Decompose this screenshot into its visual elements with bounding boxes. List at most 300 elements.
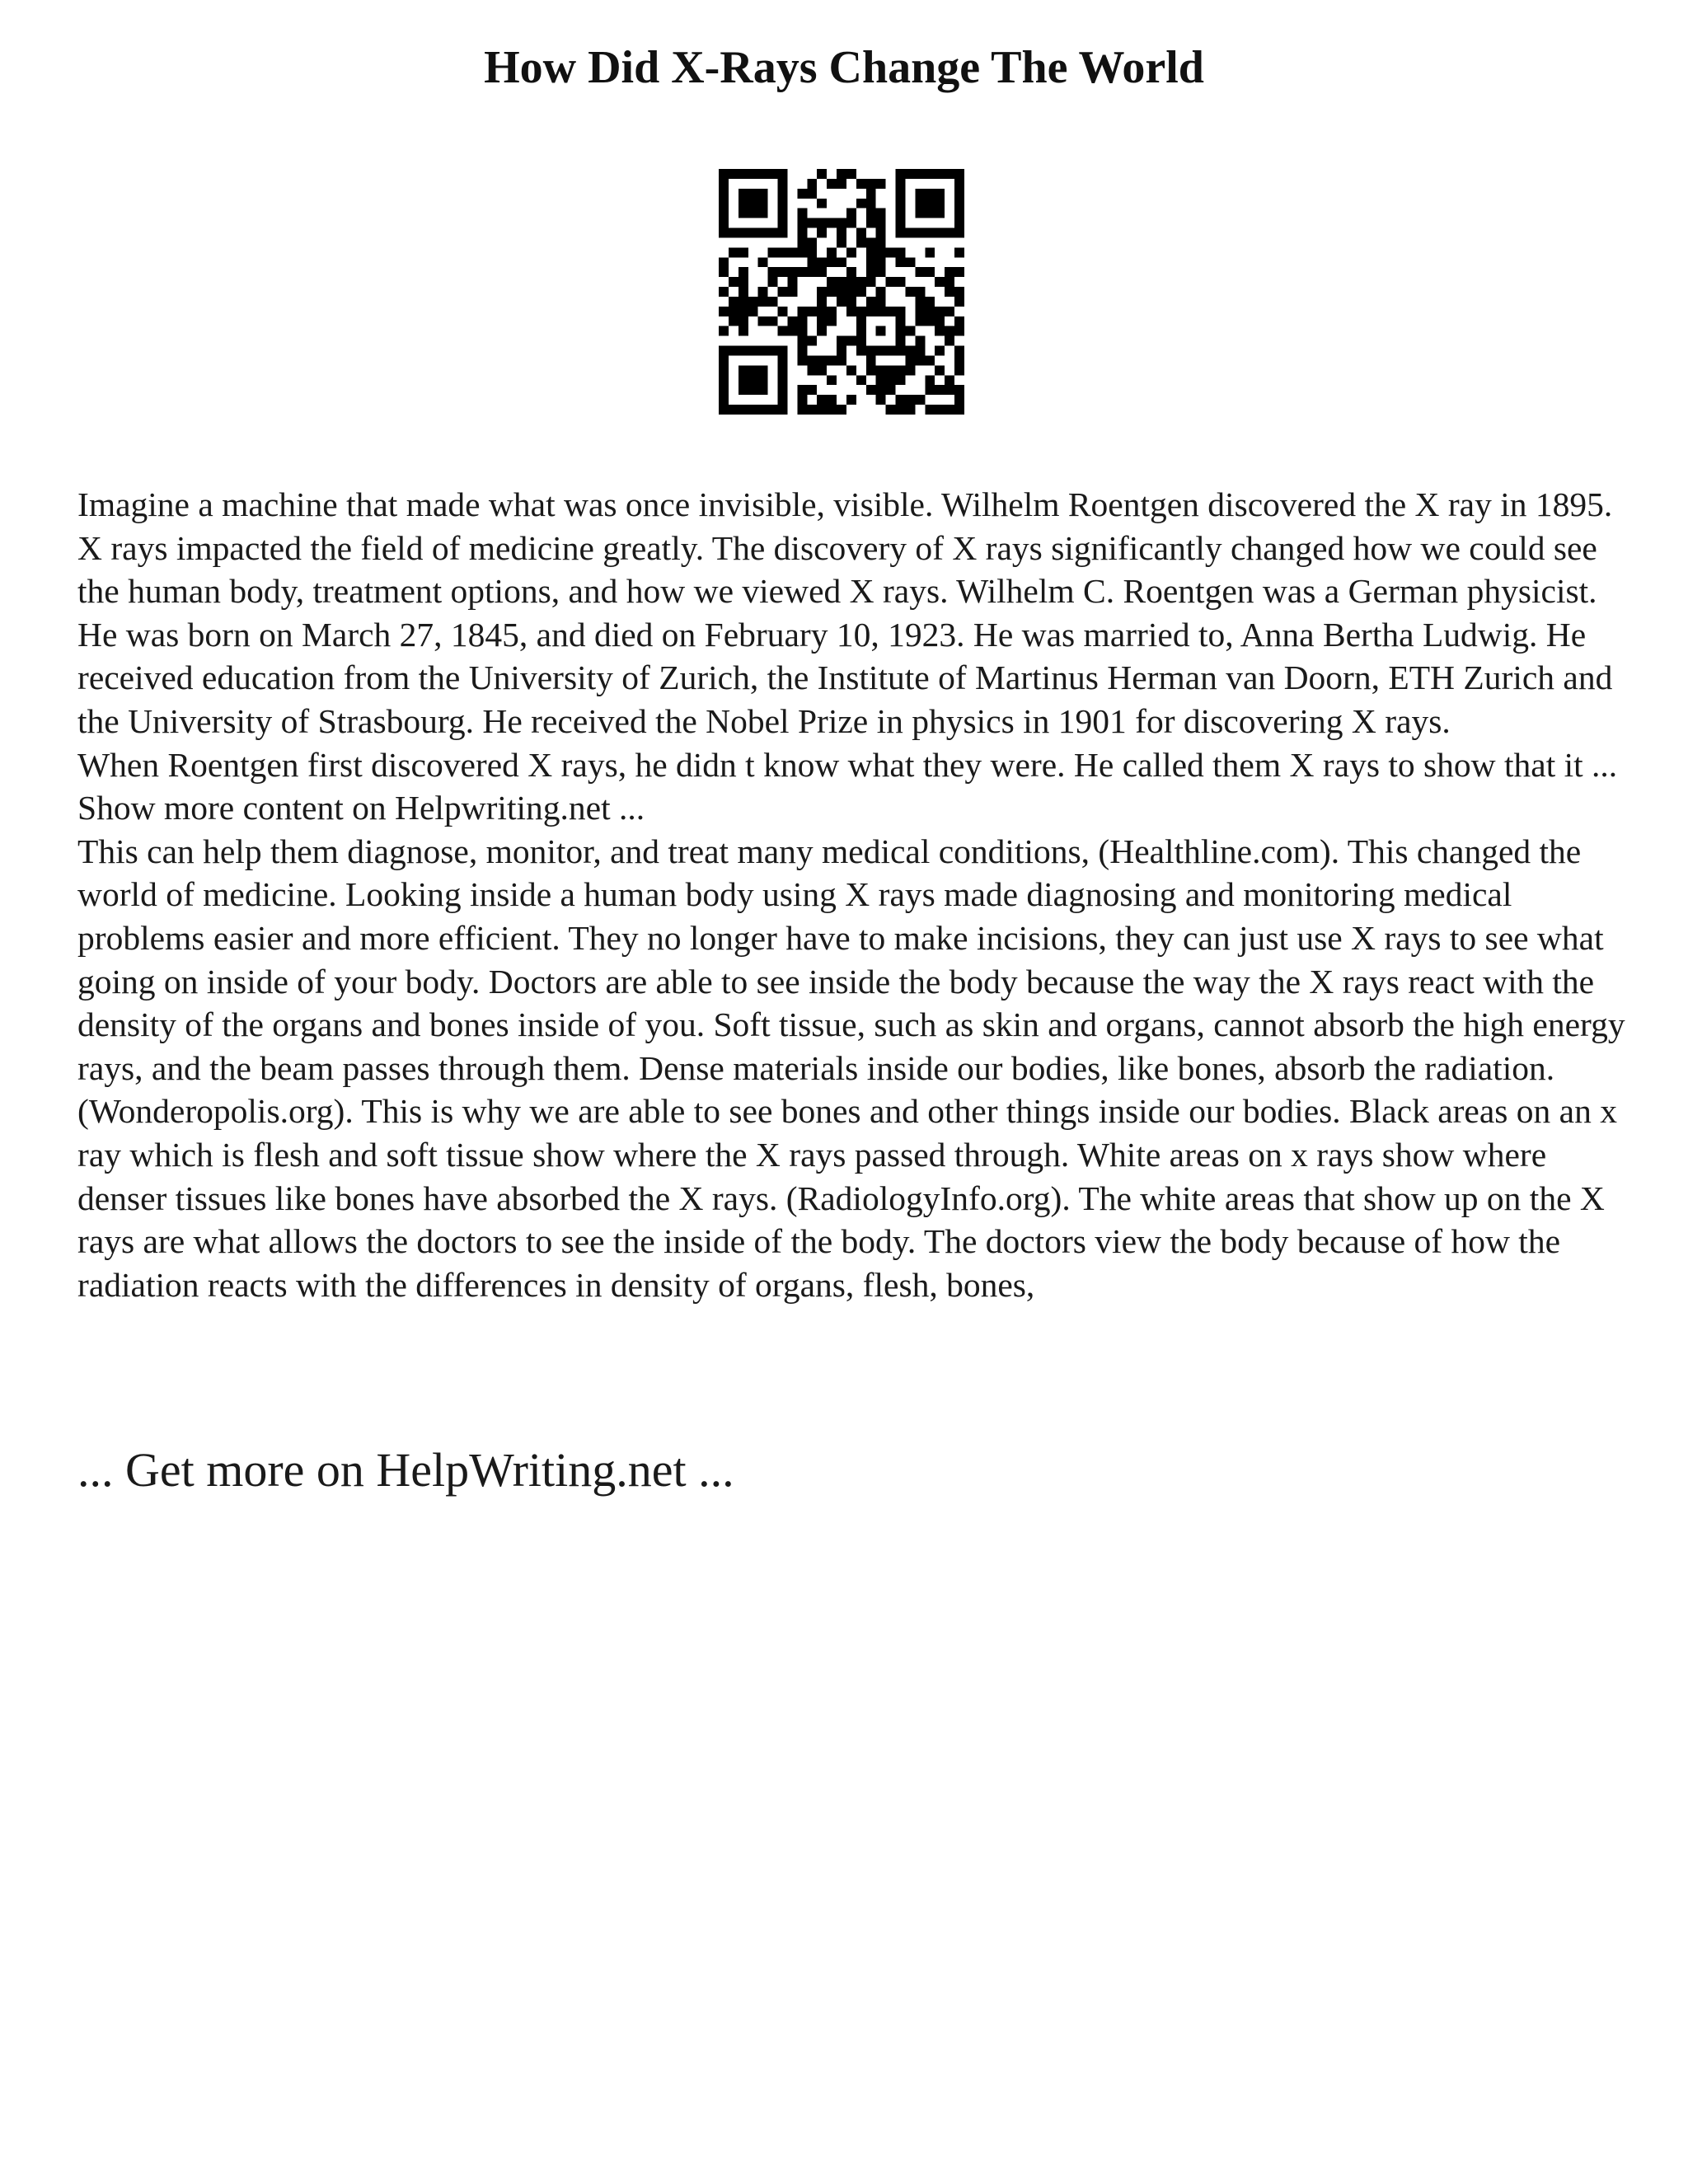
qr-module (935, 365, 945, 375)
qr-module (719, 267, 729, 277)
qr-module (738, 247, 748, 257)
qr-module (817, 316, 827, 326)
qr-module (896, 375, 906, 385)
qr-module (778, 228, 788, 238)
qr-module (905, 405, 915, 415)
qr-module (827, 316, 837, 326)
qr-module (738, 169, 748, 179)
qr-module (748, 169, 758, 179)
qr-module (954, 326, 964, 336)
qr-module (729, 247, 738, 257)
qr-module (837, 297, 846, 307)
paragraph-medicine: This can help them diagnose, monitor, and treat many medical conditions, (Healthline.com). This changed the world of medicine. Looking inside a human body using X rays made diagnosing and monitoring medical problems easier and more efficient. They no longer have to make incisions, they can just use X rays to see what going on inside of your body. Doctors are able to see inside the body because the way the X rays react with the density of the organs and bones inside of you. Soft tissue, such as skin and organs, cannot absorb the high energy rays, and the beam passes through them. Dense materials inside our bodies, like bones, absorb the radiation. (Wonderopolis.org). This is why we are able to see bones and other things inside our bodies. Black areas on an x ray which is flesh and soft tissue show where the X rays passed through. White areas on x rays show where denser tissues like bones have absorbed the X rays. (RadiologyInfo.org). The white areas that show up on the X rays are what allows the doctors to see the inside of the body. The doctors view the body because of how the radiation reacts with the differences in density of organs, flesh, bones, (77, 832, 1625, 1304)
qr-module (817, 405, 827, 415)
qr-module (876, 179, 886, 189)
qr-module (954, 316, 964, 326)
qr-module (719, 218, 729, 228)
qr-module (954, 346, 964, 356)
qr-module (925, 267, 935, 277)
qr-module (719, 189, 729, 199)
qr-module (807, 189, 817, 199)
qr-module (866, 346, 876, 356)
qr-module (954, 287, 964, 297)
qr-module (866, 297, 876, 307)
qr-module (817, 395, 827, 405)
qr-module (758, 228, 768, 238)
qr-module (896, 307, 906, 316)
qr-module (945, 228, 954, 238)
qr-module (837, 169, 846, 179)
qr-module (935, 385, 945, 395)
qr-module (886, 405, 896, 415)
qr-module (945, 287, 954, 297)
qr-module (797, 326, 807, 336)
qr-module (787, 316, 797, 326)
qr-module (954, 179, 964, 189)
qr-module (876, 209, 886, 218)
qr-module (896, 189, 906, 199)
qr-module (738, 365, 748, 375)
qr-module (797, 346, 807, 356)
qr-module (896, 209, 906, 218)
qr-module (896, 277, 906, 287)
qr-module (719, 209, 729, 218)
qr-module (758, 346, 768, 356)
qr-module (866, 385, 876, 395)
qr-module (719, 287, 729, 297)
qr-module (719, 307, 729, 316)
qr-module (886, 385, 896, 395)
qr-module (876, 326, 886, 336)
qr-module (807, 267, 817, 277)
qr-module (945, 385, 954, 395)
qr-module (925, 247, 935, 257)
qr-module (778, 287, 788, 297)
qr-module (827, 247, 837, 257)
qr-module (945, 307, 954, 316)
qr-module (896, 199, 906, 209)
qr-module (778, 355, 788, 365)
qr-module (925, 316, 935, 326)
qr-module (748, 228, 758, 238)
qr-module (945, 405, 954, 415)
qr-module (856, 307, 866, 316)
qr-module (954, 209, 964, 218)
qr-module (846, 169, 856, 179)
qr-module (925, 297, 935, 307)
qr-module (719, 257, 729, 267)
qr-module (954, 199, 964, 209)
qr-module (876, 307, 886, 316)
article-body (77, 483, 1643, 1306)
qr-module (846, 287, 856, 297)
qr-module (768, 346, 778, 356)
qr-module (827, 405, 837, 415)
qr-module (729, 405, 738, 415)
qr-module (954, 169, 964, 179)
qr-module (856, 287, 866, 297)
qr-module (738, 375, 748, 385)
qr-module (778, 375, 788, 385)
qr-module (886, 346, 896, 356)
qr-module (886, 365, 896, 375)
qr-module (896, 336, 906, 346)
qr-module (896, 228, 906, 238)
qr-module (738, 267, 748, 277)
qr-module (846, 267, 856, 277)
qr-module (748, 365, 758, 375)
qr-module (817, 218, 827, 228)
qr-module (778, 346, 788, 356)
qr-module (778, 267, 788, 277)
qr-module (787, 277, 797, 287)
qr-module (817, 297, 827, 307)
qr-module (935, 169, 945, 179)
qr-module (905, 346, 915, 356)
qr-module (768, 169, 778, 179)
qr-module (738, 307, 748, 316)
qr-module (856, 199, 866, 209)
qr-module (856, 336, 866, 346)
qr-module (866, 257, 876, 267)
qr-module (797, 209, 807, 218)
qr-module (817, 307, 827, 316)
qr-module (945, 375, 954, 385)
qr-module (748, 375, 758, 385)
qr-module (778, 189, 788, 199)
qr-module (954, 247, 964, 257)
qr-module (817, 169, 827, 179)
qr-module (837, 336, 846, 346)
page-title: How Did X-Rays Change The World (484, 42, 1204, 93)
qr-module (817, 257, 827, 267)
qr-module (925, 385, 935, 395)
qr-module (797, 316, 807, 326)
qr-module (896, 395, 906, 405)
qr-module (876, 365, 886, 375)
qr-module (896, 316, 906, 326)
qr-module (837, 218, 846, 228)
qr-module (915, 316, 925, 326)
qr-module (886, 247, 896, 257)
qr-module (856, 277, 866, 287)
qr-module (856, 237, 866, 247)
qr-module (837, 355, 846, 365)
qr-module (905, 287, 915, 297)
qr-module (837, 287, 846, 297)
qr-module (778, 395, 788, 405)
qr-module (945, 169, 954, 179)
qr-module (768, 277, 778, 287)
qr-module (768, 228, 778, 238)
qr-module (827, 218, 837, 228)
qr-module (807, 385, 817, 395)
qr-module (797, 405, 807, 415)
qr-module (846, 277, 856, 287)
qr-module (729, 169, 738, 179)
qr-module (856, 179, 866, 189)
qr-module (827, 355, 837, 365)
qr-module (915, 287, 925, 297)
qr-module (954, 355, 964, 365)
qr-module (778, 307, 788, 316)
qr-module (797, 247, 807, 257)
qr-module (778, 365, 788, 375)
qr-module (738, 277, 748, 287)
qr-module (768, 247, 778, 257)
qr-module (837, 277, 846, 287)
qr-module (915, 307, 925, 316)
qr-module (758, 169, 768, 179)
qr-module (846, 218, 856, 228)
qr-module (925, 307, 935, 316)
qr-module (935, 277, 945, 287)
qr-module (876, 385, 886, 395)
qr-module (837, 237, 846, 247)
qr-module (817, 199, 827, 209)
qr-module (896, 179, 906, 189)
qr-module (935, 209, 945, 218)
qr-module (886, 307, 896, 316)
qr-module (758, 209, 768, 218)
qr-module (719, 199, 729, 209)
qr-module (797, 395, 807, 405)
qr-module (778, 209, 788, 218)
qr-module (758, 385, 768, 395)
qr-module (807, 355, 817, 365)
qr-module (787, 287, 797, 297)
paragraph-intro: Imagine a machine that made what was once invisible, visible. Wilhelm Roentgen discovered the X ray in 1895. X rays impacted the field of medicine greatly. The discovery of X rays significantly changed how we could see the human body, treatment options, and how we viewed X rays. Wilhelm C. Roentgen was a German physicist. He was born on March 27, 1845, and died on February 10, 1923. He was married to, Anna Bertha Ludwig. He received education from the University of Zurich, the Institute of Martinus Herman van Doorn, ETH Zurich and the University of Strasbourg. He received the Nobel Prize in physics in 1901 for discovering X rays. (77, 485, 1613, 740)
qr-module (748, 405, 758, 415)
qr-module (856, 228, 866, 238)
qr-module (817, 267, 827, 277)
qr-module (856, 346, 866, 356)
qr-module (738, 405, 748, 415)
qr-module (778, 326, 788, 336)
qr-module (787, 267, 797, 277)
qr-module (925, 189, 935, 199)
qr-module (738, 316, 748, 326)
qr-module (797, 385, 807, 395)
qr-module (778, 218, 788, 228)
qr-module (738, 287, 748, 297)
qr-module (945, 267, 954, 277)
qr-module (876, 346, 886, 356)
qr-module (896, 365, 906, 375)
qr-module (876, 267, 886, 277)
qr-module (935, 405, 945, 415)
qr-module (827, 395, 837, 405)
qr-module (827, 287, 837, 297)
qr-module (905, 355, 915, 365)
qr-module (905, 365, 915, 375)
qr-module (807, 247, 817, 257)
qr-module (896, 257, 906, 267)
qr-module (866, 365, 876, 375)
qr-module (778, 385, 788, 395)
qr-module (729, 316, 738, 326)
qr-module (886, 375, 896, 385)
qr-module (896, 346, 906, 356)
qr-module (876, 228, 886, 238)
qr-module (866, 247, 876, 257)
qr-module (915, 199, 925, 209)
qr-module (768, 297, 778, 307)
qr-module (915, 297, 925, 307)
qr-module (954, 297, 964, 307)
qr-module (846, 307, 856, 316)
qr-module (954, 405, 964, 415)
qr-module (729, 277, 738, 287)
qr-module (729, 297, 738, 307)
qr-module (935, 189, 945, 199)
qr-module (787, 247, 797, 257)
qr-module (915, 189, 925, 199)
qr-module (925, 405, 935, 415)
qr-module (866, 189, 876, 199)
qr-module (915, 346, 925, 356)
qr-module (797, 355, 807, 365)
qr-module (935, 199, 945, 209)
qr-module (896, 247, 906, 257)
qr-module (778, 199, 788, 209)
qr-module (876, 218, 886, 228)
qr-module (719, 326, 729, 336)
qr-module (748, 385, 758, 395)
qr-module (827, 257, 837, 267)
qr-module (954, 395, 964, 405)
qr-module (729, 307, 738, 316)
qr-module (768, 316, 778, 326)
qr-module (719, 179, 729, 189)
qr-module (896, 169, 906, 179)
qr-module (915, 355, 925, 365)
qr-module (866, 307, 876, 316)
qr-module (719, 385, 729, 395)
qr-module (758, 365, 768, 375)
qr-module (797, 228, 807, 238)
qr-module (817, 228, 827, 238)
qr-module (738, 209, 748, 218)
qr-module (758, 257, 768, 267)
qr-module (876, 237, 886, 247)
qr-module (925, 209, 935, 218)
qr-module (945, 326, 954, 336)
qr-module (837, 257, 846, 267)
qr-module (856, 326, 866, 336)
qr-module (954, 365, 964, 375)
qr-module (925, 199, 935, 209)
qr-module (954, 228, 964, 238)
qr-module (866, 237, 876, 247)
qr-module (935, 316, 945, 326)
qr-module (807, 237, 817, 247)
qr-module (925, 375, 935, 385)
qr-module (807, 179, 817, 189)
qr-module (787, 326, 797, 336)
qr-module (719, 169, 729, 179)
qr-module (748, 189, 758, 199)
qr-code-graphic (719, 169, 964, 415)
qr-module (915, 169, 925, 179)
qr-module (905, 228, 915, 238)
qr-module (807, 365, 817, 375)
qr-module (758, 199, 768, 209)
qr-module (846, 365, 856, 375)
qr-module (896, 218, 906, 228)
qr-module (935, 326, 945, 336)
qr-module (945, 277, 954, 287)
qr-module (866, 199, 876, 209)
qr-module (748, 209, 758, 218)
qr-module (817, 287, 827, 297)
qr-module (935, 228, 945, 238)
qr-module (925, 355, 935, 365)
qr-module (778, 179, 788, 189)
qr-module (738, 199, 748, 209)
qr-module (758, 297, 768, 307)
qr-module (846, 336, 856, 346)
qr-module (837, 228, 846, 238)
qr-module (954, 189, 964, 199)
qr-module (925, 228, 935, 238)
qr-module (758, 316, 768, 326)
qr-module (915, 395, 925, 405)
qr-module (778, 247, 788, 257)
qr-module (797, 336, 807, 346)
qr-module (866, 218, 876, 228)
qr-module (866, 267, 876, 277)
qr-module (954, 385, 964, 395)
qr-module (866, 277, 876, 287)
qr-module (748, 307, 758, 316)
qr-module (905, 395, 915, 405)
qr-module (748, 346, 758, 356)
qr-module (837, 179, 846, 189)
qr-module (886, 277, 896, 287)
qr-module (719, 405, 729, 415)
qr-code-icon[interactable] (719, 169, 964, 415)
qr-module (797, 267, 807, 277)
qr-module (807, 257, 817, 267)
qr-module (876, 297, 886, 307)
qr-module (807, 336, 817, 346)
qr-module (827, 179, 837, 189)
qr-module (738, 346, 748, 356)
qr-module (846, 297, 856, 307)
qr-module (905, 257, 915, 267)
qr-module (719, 395, 729, 405)
qr-module (817, 326, 827, 336)
qr-module (778, 405, 788, 415)
qr-module (876, 395, 886, 405)
qr-module (945, 336, 954, 346)
qr-module (837, 405, 846, 415)
qr-module (866, 179, 876, 189)
get-more-link[interactable]: ... Get more on HelpWriting.net ... (77, 1443, 734, 1497)
qr-module (846, 247, 856, 257)
qr-module (719, 355, 729, 365)
qr-module (827, 375, 837, 385)
qr-module (738, 228, 748, 238)
qr-module (876, 247, 886, 257)
paragraph-discovery: When Roentgen first discovered X rays, he didn t know what they were. He called them X rays to show that it ... Show more content on Helpwriting.net ... (77, 745, 1618, 827)
qr-module (954, 218, 964, 228)
qr-module (837, 346, 846, 356)
qr-module (817, 355, 827, 365)
qr-module (719, 365, 729, 375)
qr-module (827, 307, 837, 316)
